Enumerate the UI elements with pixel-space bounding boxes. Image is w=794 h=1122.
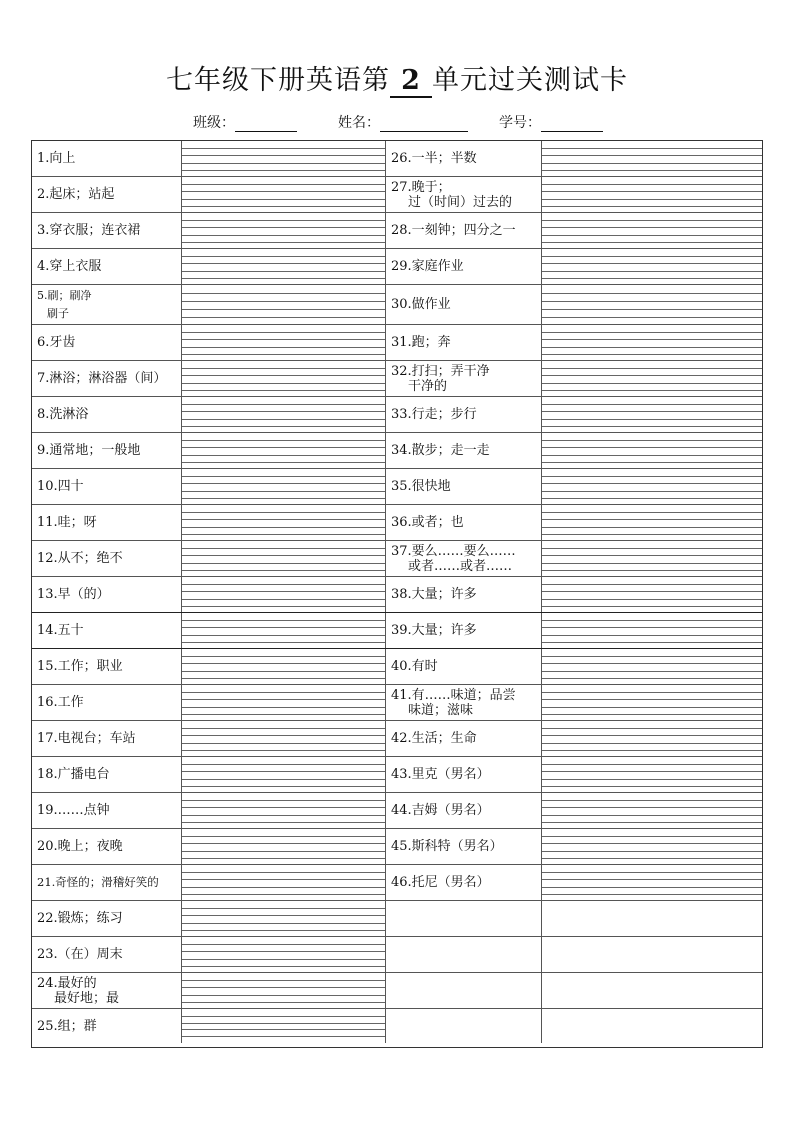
term-text: 24.最好的 xyxy=(37,975,97,991)
term-label xyxy=(391,433,538,468)
term-text-line2: 最好地；最 xyxy=(54,990,120,1006)
answer-cell[interactable] xyxy=(542,613,762,648)
answer-cell[interactable] xyxy=(542,361,762,396)
term-text-line2: 干净的 xyxy=(408,378,448,394)
answer-cell[interactable] xyxy=(542,433,762,468)
term-text-line2: 或者……或者…… xyxy=(408,558,513,574)
term-label xyxy=(37,177,178,212)
answer-cell[interactable] xyxy=(182,721,386,756)
left-term-cell xyxy=(32,213,182,248)
left-term-cell xyxy=(32,577,182,612)
right-term-cell xyxy=(386,757,542,792)
term-label xyxy=(37,793,178,828)
term-label xyxy=(37,469,178,504)
term-text: 46.托尼（男名） xyxy=(391,875,490,890)
answer-cell xyxy=(542,901,762,936)
answer-cell[interactable] xyxy=(182,793,386,828)
table-row xyxy=(32,397,762,433)
left-term-cell xyxy=(32,937,182,972)
right-term-cell xyxy=(386,1009,542,1043)
table-row xyxy=(32,685,762,721)
term-label xyxy=(37,685,178,720)
term-label xyxy=(37,505,178,540)
answer-cell[interactable] xyxy=(182,541,386,576)
left-term-cell xyxy=(32,793,182,828)
term-text: 10.四十 xyxy=(37,479,84,494)
answer-cell[interactable] xyxy=(182,505,386,540)
table-row xyxy=(32,541,762,577)
answer-cell[interactable] xyxy=(542,249,762,284)
term-text: 25.组；群 xyxy=(37,1018,97,1034)
answer-cell[interactable] xyxy=(182,1009,386,1043)
term-label xyxy=(37,901,178,936)
left-term-cell xyxy=(32,1009,182,1043)
term-text: 41.有……味道；品尝 xyxy=(391,687,516,703)
term-text: 16.工作 xyxy=(37,695,84,710)
term-label xyxy=(37,361,178,396)
term-label xyxy=(391,141,538,176)
term-label xyxy=(391,973,538,1008)
class-field[interactable] xyxy=(193,112,297,132)
answer-cell[interactable] xyxy=(542,505,762,540)
answer-cell[interactable] xyxy=(542,141,762,176)
term-label xyxy=(391,469,538,504)
right-term-cell xyxy=(386,865,542,900)
term-text-line2: 刷子 xyxy=(47,306,69,320)
answer-cell[interactable] xyxy=(542,285,762,324)
answer-cell[interactable] xyxy=(542,793,762,828)
answer-cell[interactable] xyxy=(542,177,762,212)
left-term-cell xyxy=(32,649,182,684)
right-term-cell xyxy=(386,397,542,432)
term-label xyxy=(37,325,178,360)
right-term-cell xyxy=(386,937,542,972)
left-term-cell xyxy=(32,469,182,504)
term-label xyxy=(37,285,178,324)
left-term-cell xyxy=(32,397,182,432)
term-text: 31.跑；奔 xyxy=(391,335,451,350)
answer-cell xyxy=(542,1009,762,1043)
table-row xyxy=(32,973,762,1009)
term-label xyxy=(391,249,538,284)
right-term-cell xyxy=(386,141,542,176)
term-label xyxy=(391,577,538,612)
right-term-cell xyxy=(386,361,542,396)
term-text: 18.广播电台 xyxy=(37,767,110,782)
term-label xyxy=(37,649,178,684)
table-row xyxy=(32,649,762,685)
term-text: 29.家庭作业 xyxy=(391,259,464,274)
left-term-cell xyxy=(32,249,182,284)
name-field[interactable] xyxy=(338,112,468,132)
term-label xyxy=(37,865,178,900)
table-row xyxy=(32,721,762,757)
answer-cell[interactable] xyxy=(182,973,386,1008)
term-label xyxy=(37,757,178,792)
term-label xyxy=(37,397,178,432)
term-text-line2: 过（时间）过去的 xyxy=(408,194,513,210)
term-label xyxy=(391,541,538,576)
term-text: 30.做作业 xyxy=(391,297,451,312)
term-label xyxy=(37,541,178,576)
answer-cell[interactable] xyxy=(542,577,762,612)
page-title xyxy=(0,58,794,98)
term-label xyxy=(391,285,538,324)
title-prefix: 七年级下册英语第 xyxy=(166,65,390,96)
right-term-cell xyxy=(386,973,542,1008)
table-row xyxy=(32,325,762,361)
left-term-cell xyxy=(32,285,182,324)
table-row xyxy=(32,577,762,613)
left-term-cell xyxy=(32,613,182,648)
right-term-cell xyxy=(386,721,542,756)
term-label xyxy=(37,1009,178,1043)
right-term-cell xyxy=(386,325,542,360)
table-row xyxy=(32,505,762,541)
table-row xyxy=(32,361,762,397)
term-text: 43.里克（男名） xyxy=(391,767,490,782)
table-row xyxy=(32,433,762,469)
term-label xyxy=(391,177,538,212)
term-text: 21.奇怪的；滑稽好笑的 xyxy=(37,875,159,889)
term-text: 13.早（的） xyxy=(37,587,110,602)
term-label xyxy=(37,937,178,972)
answer-cell[interactable] xyxy=(182,433,386,468)
term-label xyxy=(391,721,538,756)
answer-cell[interactable] xyxy=(182,685,386,720)
term-label xyxy=(391,397,538,432)
term-text: 36.或者；也 xyxy=(391,515,464,530)
table-row xyxy=(32,829,762,865)
left-term-cell xyxy=(32,721,182,756)
term-text: 23.（在）周末 xyxy=(37,947,123,962)
term-text: 39.大量；许多 xyxy=(391,623,477,638)
vocabulary-table xyxy=(31,140,763,1048)
right-term-cell xyxy=(386,793,542,828)
term-text: 37.要么……要么…… xyxy=(391,543,516,559)
table-row xyxy=(32,901,762,937)
term-text: 15.工作；职业 xyxy=(37,659,123,674)
term-text: 19.……点钟 xyxy=(37,803,110,818)
left-term-cell xyxy=(32,685,182,720)
term-text: 27.晚于； xyxy=(391,179,451,195)
answer-cell[interactable] xyxy=(542,649,762,684)
table-row xyxy=(32,177,762,213)
term-label xyxy=(37,213,178,248)
table-row xyxy=(32,865,762,901)
answer-cell[interactable] xyxy=(182,285,386,324)
answer-cell[interactable] xyxy=(182,829,386,864)
unit-number: 2 xyxy=(390,66,432,98)
left-term-cell xyxy=(32,505,182,540)
left-term-cell xyxy=(32,973,182,1008)
answer-cell[interactable] xyxy=(542,757,762,792)
right-term-cell xyxy=(386,901,542,936)
answer-cell[interactable] xyxy=(542,829,762,864)
term-text: 11.哇；呀 xyxy=(37,515,97,530)
answer-cell[interactable] xyxy=(182,577,386,612)
right-term-cell xyxy=(386,829,542,864)
term-text: 7.淋浴；淋浴器（间） xyxy=(37,371,167,386)
term-text: 4.穿上衣服 xyxy=(37,259,102,274)
term-text: 35.很快地 xyxy=(391,479,451,494)
answer-cell xyxy=(542,937,762,972)
left-term-cell xyxy=(32,757,182,792)
table-row xyxy=(32,469,762,505)
term-label xyxy=(391,901,538,936)
term-text: 40.有时 xyxy=(391,659,438,674)
term-label xyxy=(37,577,178,612)
term-label xyxy=(37,433,178,468)
answer-cell[interactable] xyxy=(542,469,762,504)
right-term-cell xyxy=(386,577,542,612)
answer-cell[interactable] xyxy=(182,865,386,900)
answer-cell[interactable] xyxy=(542,685,762,720)
term-text: 38.大量；许多 xyxy=(391,587,477,602)
right-term-cell xyxy=(386,685,542,720)
table-row xyxy=(32,249,762,285)
answer-cell[interactable] xyxy=(542,721,762,756)
left-term-cell xyxy=(32,829,182,864)
term-label xyxy=(37,829,178,864)
number-label: 学号： xyxy=(499,115,541,131)
term-text: 34.散步；走一走 xyxy=(391,443,490,458)
answer-cell[interactable] xyxy=(182,325,386,360)
right-term-cell xyxy=(386,213,542,248)
left-term-cell xyxy=(32,141,182,176)
right-term-cell xyxy=(386,613,542,648)
term-label xyxy=(391,865,538,900)
term-text: 1.向上 xyxy=(37,151,76,166)
answer-cell[interactable] xyxy=(542,213,762,248)
term-text: 5.刷；刷净 xyxy=(37,288,92,302)
term-text: 42.生活；生命 xyxy=(391,731,477,746)
term-text: 28.一刻钟；四分之一 xyxy=(391,223,516,238)
term-text: 9.通常地；一般地 xyxy=(37,443,141,458)
answer-cell[interactable] xyxy=(182,177,386,212)
right-term-cell xyxy=(386,649,542,684)
right-term-cell xyxy=(386,177,542,212)
table-row xyxy=(32,1009,762,1043)
term-label xyxy=(391,505,538,540)
term-label xyxy=(391,829,538,864)
answer-cell[interactable] xyxy=(542,397,762,432)
answer-cell[interactable] xyxy=(182,141,386,176)
left-term-cell xyxy=(32,901,182,936)
answer-cell[interactable] xyxy=(182,249,386,284)
table-row xyxy=(32,757,762,793)
right-term-cell xyxy=(386,505,542,540)
name-label: 姓名： xyxy=(338,115,380,131)
answer-cell[interactable] xyxy=(182,469,386,504)
term-text: 2.起床；站起 xyxy=(37,187,115,202)
term-text: 6.牙齿 xyxy=(37,335,76,350)
term-label xyxy=(391,213,538,248)
number-field[interactable] xyxy=(499,112,603,132)
term-text: 17.电视台；车站 xyxy=(37,731,136,746)
term-text: 32.打扫；弄干净 xyxy=(391,363,490,379)
term-text: 12.从不；绝不 xyxy=(37,551,123,566)
class-blank[interactable] xyxy=(235,115,297,132)
table-row xyxy=(32,793,762,829)
term-label xyxy=(391,937,538,972)
term-label xyxy=(391,361,538,396)
term-text: 44.吉姆（男名） xyxy=(391,803,490,818)
term-text: 26.一半；半数 xyxy=(391,151,477,166)
answer-cell[interactable] xyxy=(182,757,386,792)
left-term-cell xyxy=(32,325,182,360)
answer-cell[interactable] xyxy=(182,397,386,432)
right-term-cell xyxy=(386,469,542,504)
number-blank[interactable] xyxy=(541,115,603,132)
answer-cell xyxy=(542,973,762,1008)
answer-cell[interactable] xyxy=(542,865,762,900)
left-term-cell xyxy=(32,541,182,576)
term-text: 14.五十 xyxy=(37,623,84,638)
table-row xyxy=(32,141,762,177)
right-term-cell xyxy=(386,249,542,284)
term-text: 45.斯科特（男名） xyxy=(391,839,503,854)
term-label xyxy=(37,141,178,176)
table-row xyxy=(32,613,762,649)
name-blank[interactable] xyxy=(380,115,468,132)
answer-cell[interactable] xyxy=(182,213,386,248)
right-term-cell xyxy=(386,433,542,468)
term-label xyxy=(37,249,178,284)
term-label xyxy=(391,613,538,648)
table-row xyxy=(32,213,762,249)
term-text: 22.锻炼；练习 xyxy=(37,911,123,926)
term-label xyxy=(37,613,178,648)
answer-cell[interactable] xyxy=(182,937,386,972)
table-row xyxy=(32,285,762,325)
left-term-cell xyxy=(32,177,182,212)
term-text: 20.晚上；夜晚 xyxy=(37,839,123,854)
answer-cell[interactable] xyxy=(182,649,386,684)
table-row xyxy=(32,937,762,973)
term-label xyxy=(391,793,538,828)
answer-cell[interactable] xyxy=(542,541,762,576)
right-term-cell xyxy=(386,541,542,576)
answer-cell[interactable] xyxy=(182,901,386,936)
left-term-cell xyxy=(32,361,182,396)
class-label: 班级： xyxy=(193,115,235,131)
term-label xyxy=(37,721,178,756)
term-text: 33.行走；步行 xyxy=(391,407,477,422)
term-label xyxy=(391,325,538,360)
answer-cell[interactable] xyxy=(182,613,386,648)
term-label xyxy=(37,973,178,1008)
term-text: 8.洗淋浴 xyxy=(37,407,89,422)
term-label xyxy=(391,685,538,720)
term-label xyxy=(391,649,538,684)
title-suffix: 单元过关测试卡 xyxy=(432,65,628,96)
answer-cell[interactable] xyxy=(542,325,762,360)
term-label xyxy=(391,757,538,792)
term-text: 3.穿衣服；连衣裙 xyxy=(37,223,141,238)
left-term-cell xyxy=(32,865,182,900)
term-label xyxy=(391,1009,538,1043)
right-term-cell xyxy=(386,285,542,324)
answer-cell[interactable] xyxy=(182,361,386,396)
left-term-cell xyxy=(32,433,182,468)
term-text-line2: 味道；滋味 xyxy=(408,702,474,718)
